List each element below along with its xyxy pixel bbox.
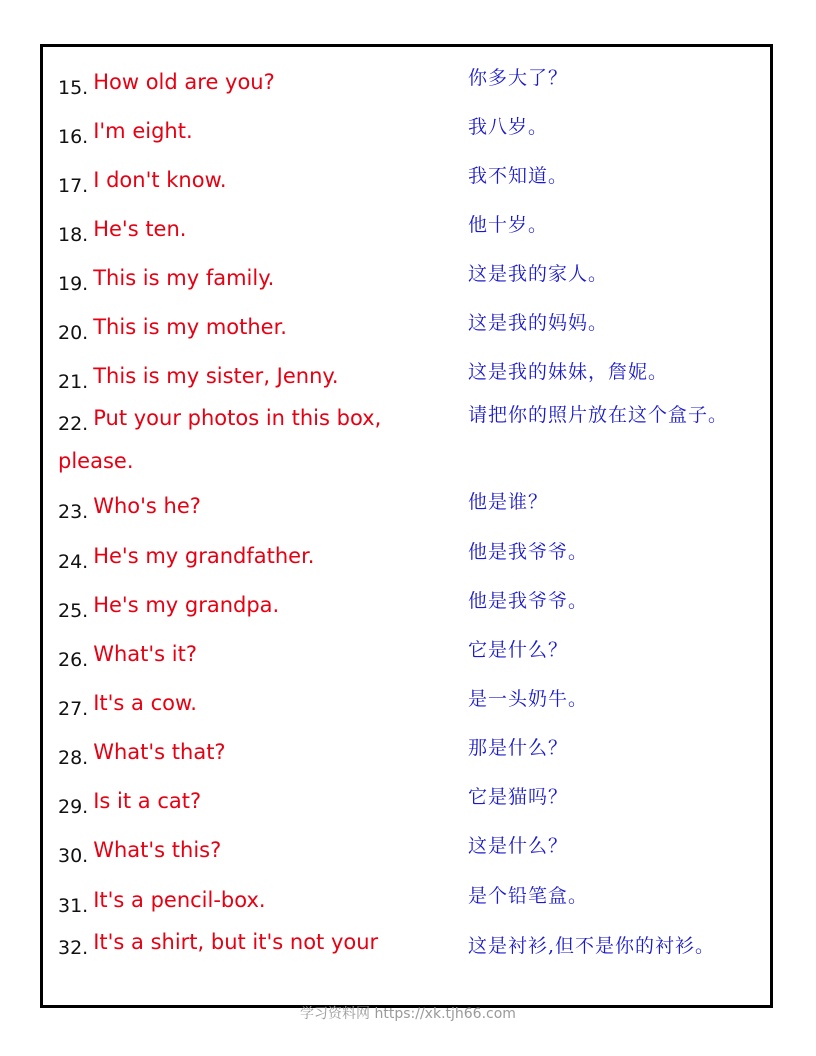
english-text: It's a shirt, but it's not your xyxy=(93,930,379,954)
chinese-translation: 它是猫吗？ xyxy=(468,786,569,808)
chinese-translation: 那是什么？ xyxy=(468,737,569,759)
english-text: This is my sister, Jenny. xyxy=(93,364,339,388)
english-sentence xyxy=(58,879,423,922)
sentence-number: 25. xyxy=(58,600,89,622)
chinese-translation: 我八岁。 xyxy=(468,116,549,138)
english-sentence xyxy=(58,584,423,627)
english-sentence xyxy=(58,731,423,774)
english-sentence xyxy=(58,682,423,725)
sentence-number: 22. xyxy=(58,413,89,435)
sentence-number: 23. xyxy=(58,501,89,523)
chinese-translation: 请把你的照片放在这个盒子。 xyxy=(468,404,729,426)
english-sentence xyxy=(58,397,423,482)
english-text: It's a pencil-box. xyxy=(93,888,266,912)
chinese-translation: 我不知道。 xyxy=(468,165,569,187)
sentence-number: 19. xyxy=(58,273,89,295)
chinese-translation: 这是我的妈妈。 xyxy=(468,312,609,334)
english-text: I'm eight. xyxy=(93,119,193,143)
english-text: It's a cow. xyxy=(93,691,197,715)
english-text: Is it a cat? xyxy=(93,789,202,813)
english-text: This is my family. xyxy=(93,266,275,290)
sentence-number: 29. xyxy=(58,796,89,818)
sentence-number: 20. xyxy=(58,322,89,344)
english-sentence xyxy=(58,257,423,300)
english-text: This is my mother. xyxy=(93,315,287,339)
chinese-translation: 是一头奶牛。 xyxy=(468,688,589,710)
chinese-translation: 这是什么？ xyxy=(468,835,569,857)
english-sentence xyxy=(58,535,423,578)
sentence-number: 24. xyxy=(58,551,89,573)
sentence-number: 27. xyxy=(58,698,89,720)
english-text: What's it? xyxy=(93,642,197,666)
chinese-translation: 他十岁。 xyxy=(468,214,549,236)
english-sentence xyxy=(58,633,423,676)
english-sentence xyxy=(58,61,423,104)
english-sentence xyxy=(58,208,423,251)
footer-watermark: 学习资料网 https://xk.tjh66.com xyxy=(300,1006,516,1022)
english-sentence xyxy=(58,306,423,349)
english-sentence xyxy=(58,159,423,202)
english-sentence xyxy=(58,921,423,964)
sentence-number: 21. xyxy=(58,371,89,393)
chinese-translation: 这是我的妹妹，詹妮。 xyxy=(468,361,669,383)
chinese-translation: 他是谁？ xyxy=(468,491,549,513)
english-sentence xyxy=(58,485,423,528)
chinese-translation: 他是我爷爷。 xyxy=(468,590,589,612)
english-sentence xyxy=(58,829,423,872)
english-sentence xyxy=(58,780,423,823)
english-text: How old are you? xyxy=(93,70,275,94)
sentence-number: 18. xyxy=(58,224,89,246)
chinese-translation: 你多大了？ xyxy=(468,67,569,89)
english-text: He's ten. xyxy=(93,217,187,241)
chinese-translation: 这是衬衫,但不是你的衬衫。 xyxy=(468,935,716,957)
english-text: Who's he? xyxy=(93,494,201,518)
sentence-number: 17. xyxy=(58,175,89,197)
chinese-translation: 这是我的家人。 xyxy=(468,263,609,285)
sentence-number: 26. xyxy=(58,649,89,671)
sentence-number: 31. xyxy=(58,895,89,917)
english-text: He's my grandfather. xyxy=(93,544,315,568)
sentence-number: 30. xyxy=(58,845,89,867)
chinese-translation: 它是什么？ xyxy=(468,639,569,661)
chinese-translation: 他是我爷爷。 xyxy=(468,541,589,563)
english-text: What's this? xyxy=(93,838,222,862)
sentence-number: 32. xyxy=(58,937,89,959)
chinese-translation: 是个铅笔盒。 xyxy=(468,885,589,907)
sentence-number: 28. xyxy=(58,747,89,769)
english-text: He's my grandpa. xyxy=(93,593,280,617)
english-text: What's that? xyxy=(93,740,226,764)
english-sentence xyxy=(58,110,423,153)
sentence-number: 15. xyxy=(58,77,89,99)
english-sentence xyxy=(58,355,423,398)
english-text: Put your photos in this box, please. xyxy=(58,406,382,473)
sentence-table xyxy=(40,44,773,1008)
sentence-number: 16. xyxy=(58,126,89,148)
english-text: I don't know. xyxy=(93,168,227,192)
